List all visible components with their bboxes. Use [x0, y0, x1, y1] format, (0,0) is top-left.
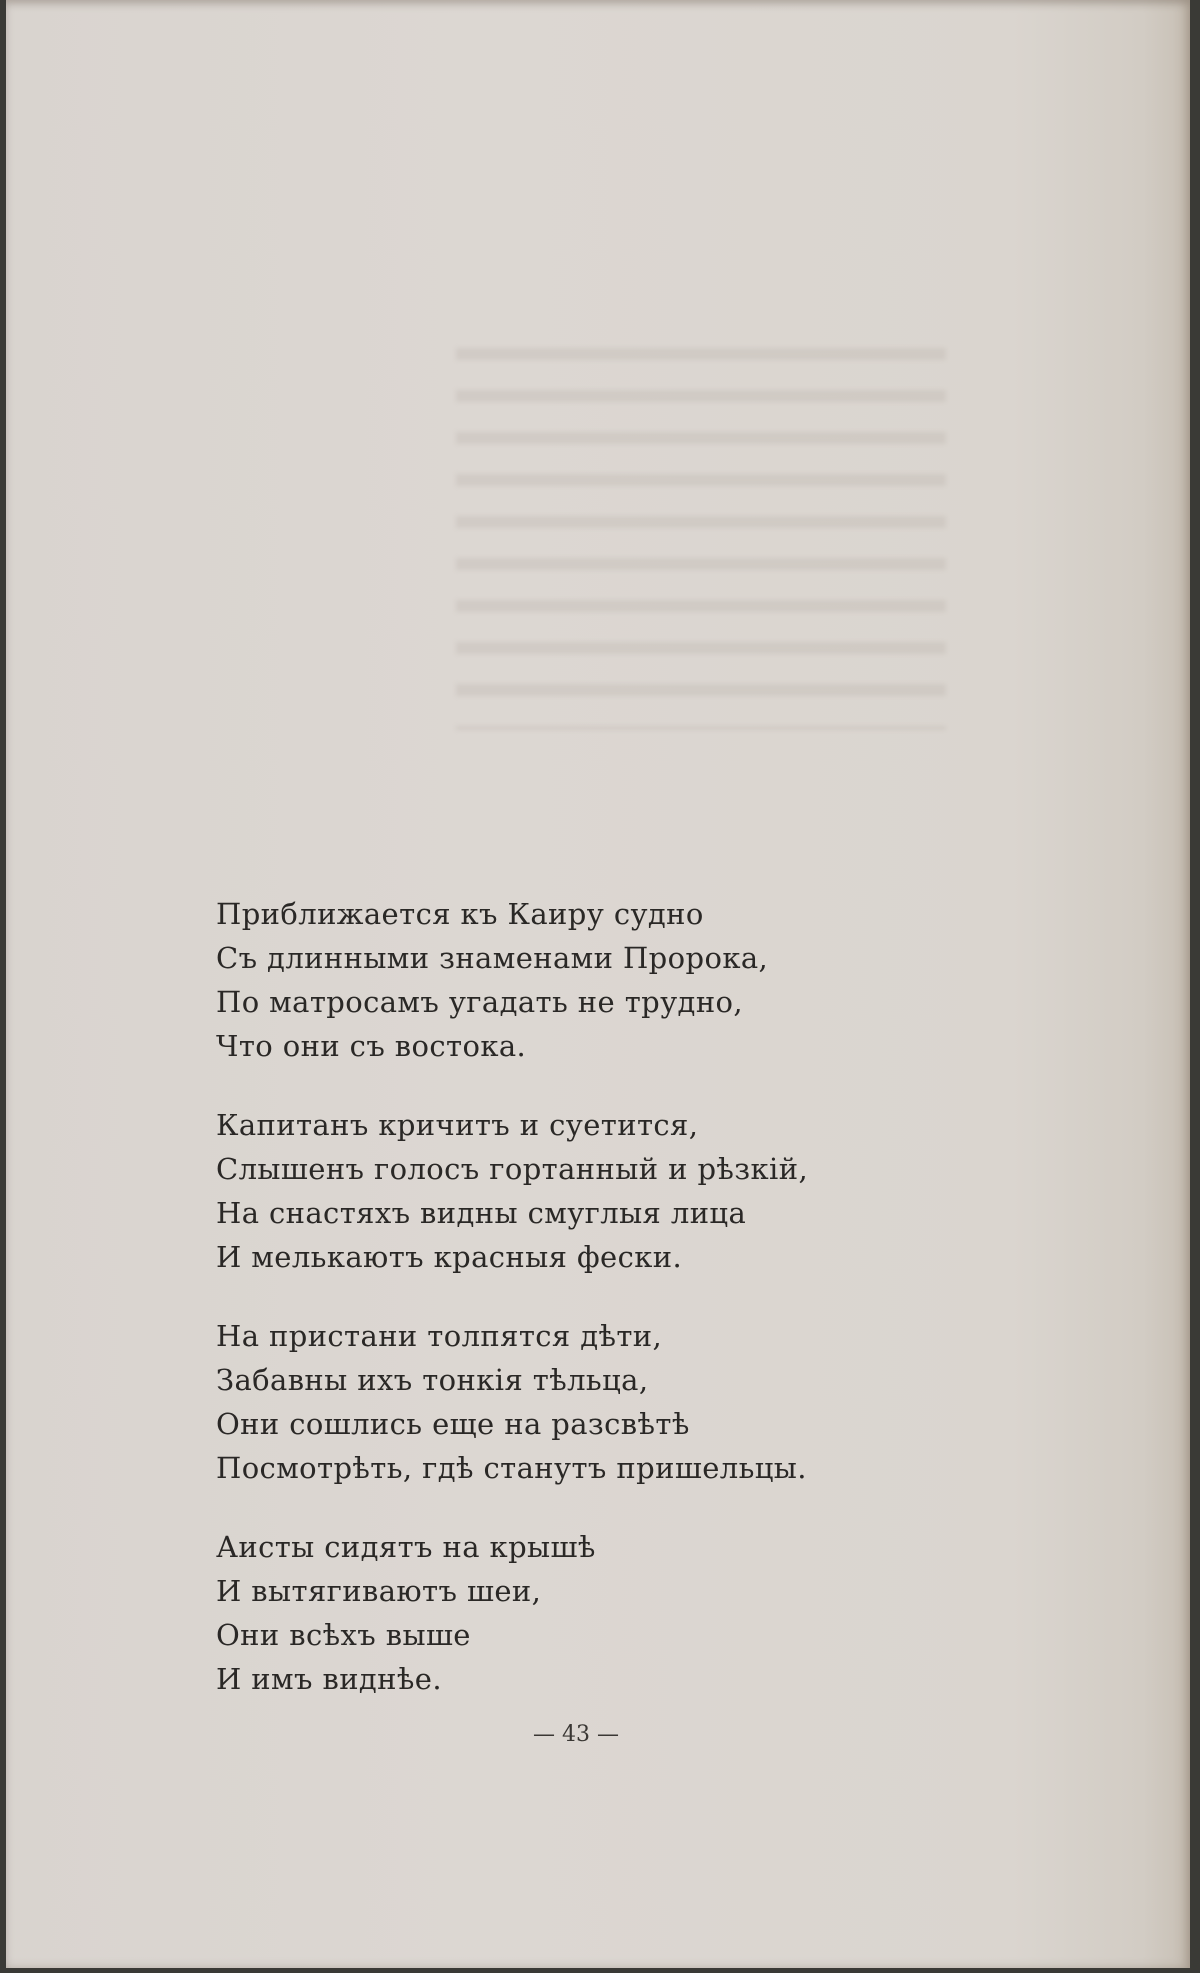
- poem-line: Они всѣхъ выше: [216, 1618, 471, 1652]
- stanza-4: [216, 1525, 976, 1701]
- poem-line: Капитанъ кричитъ и суетится,: [216, 1108, 699, 1142]
- poem-line: На снастяхъ видны смуглыя лица: [216, 1196, 747, 1230]
- poem-line: И мелькаютъ красныя фески.: [216, 1240, 683, 1274]
- poem-line: Аисты сидятъ на крышѣ: [216, 1530, 596, 1564]
- poem-line: Приближается къ Каиру судно: [216, 897, 704, 931]
- poem-line: Они сошлись еще на разсвѣтѣ: [216, 1407, 690, 1441]
- stanza-2: [216, 1103, 976, 1279]
- stanza-1: [216, 892, 976, 1068]
- page-number: — 43 —: [533, 1722, 619, 1747]
- poem-line: Забавны ихъ тонкія тѣльца,: [216, 1363, 649, 1397]
- poem-line: На пристани толпятся дѣти,: [216, 1319, 663, 1353]
- poem-line: И вытягиваютъ шеи,: [216, 1574, 542, 1608]
- book-page: [6, 0, 1190, 1968]
- poem-line: И имъ виднѣе.: [216, 1662, 442, 1696]
- poem-line: Съ длинными знаменами Пророка,: [216, 941, 769, 975]
- poem-line: Слышенъ голосъ гортанный и рѣзкій,: [216, 1152, 809, 1186]
- poem-line: Что они съ востока.: [216, 1029, 527, 1063]
- stanza-3: [216, 1314, 976, 1490]
- poem-line: По матросамъ угадать не трудно,: [216, 985, 744, 1019]
- poem: [216, 892, 976, 1736]
- poem-line: Посмотрѣть, гдѣ станутъ пришельцы.: [216, 1451, 807, 1485]
